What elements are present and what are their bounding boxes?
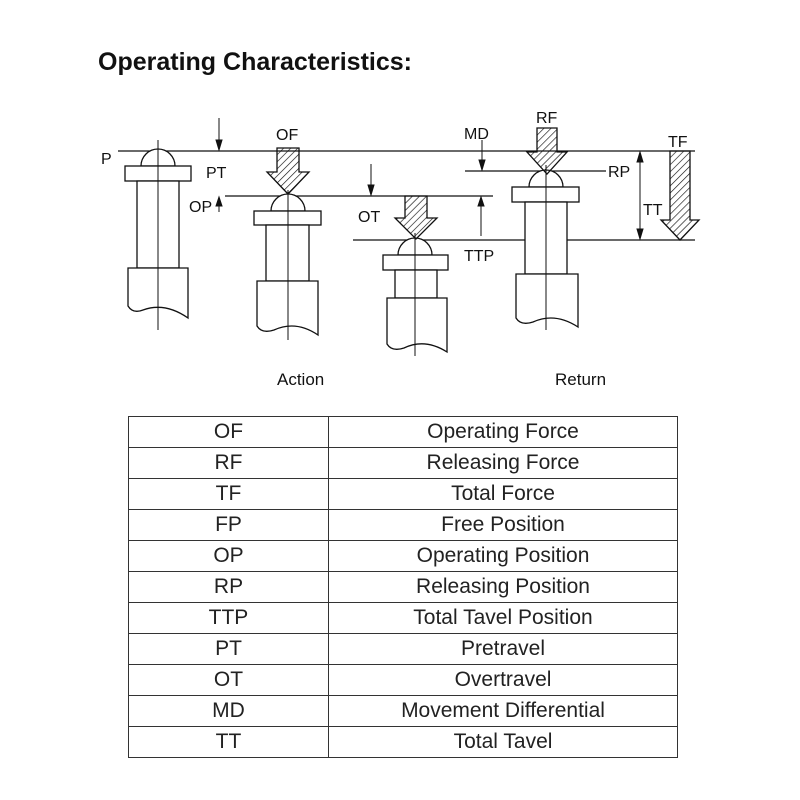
table-row (129, 541, 678, 572)
abbr-cell: TT (129, 727, 329, 758)
label-p: P (101, 151, 112, 168)
table-row (129, 603, 678, 634)
caption-return: Return (555, 370, 607, 389)
table-row (129, 696, 678, 727)
abbr-cell: OF (129, 417, 329, 448)
table-row (129, 448, 678, 479)
plunger-operating-position (254, 190, 321, 340)
label-of: OF (276, 127, 299, 144)
abbr-cell: RP (129, 572, 329, 603)
label-rf: RF (536, 110, 558, 127)
abbr-cell: OT (129, 665, 329, 696)
meaning-cell: Releasing Position (329, 572, 678, 603)
label-tt: TT (643, 202, 663, 219)
table-row (129, 417, 678, 448)
label-ot: OT (358, 209, 381, 226)
abbr-cell: TF (129, 479, 329, 510)
plunger-releasing-position (512, 165, 579, 330)
label-tf: TF (668, 134, 688, 151)
table-row (129, 510, 678, 541)
meaning-cell: Pretravel (329, 634, 678, 665)
label-rp: RP (608, 164, 631, 181)
total-travel-force-arrow (395, 196, 437, 239)
table-row (129, 727, 678, 758)
meaning-cell: Total Force (329, 479, 678, 510)
meaning-cell: Operating Position (329, 541, 678, 572)
label-md: MD (464, 126, 489, 143)
meaning-cell: Releasing Force (329, 448, 678, 479)
abbreviation-table (128, 416, 678, 758)
meaning-cell: Overtravel (329, 665, 678, 696)
table-row (129, 634, 678, 665)
meaning-cell: Free Position (329, 510, 678, 541)
abbr-cell: MD (129, 696, 329, 727)
table-row (129, 665, 678, 696)
table-row (129, 479, 678, 510)
meaning-cell: Total Tavel (329, 727, 678, 758)
plunger-free-position (125, 140, 191, 330)
meaning-cell: Operating Force (329, 417, 678, 448)
operating-force-arrow (267, 148, 309, 194)
label-pt: PT (206, 165, 227, 182)
page-title: Operating Characteristics: (98, 48, 412, 76)
caption-action: Action (277, 370, 325, 389)
label-ttp: TTP (464, 248, 495, 265)
abbr-cell: PT (129, 634, 329, 665)
meaning-cell: Movement Differential (329, 696, 678, 727)
abbr-cell: RF (129, 448, 329, 479)
plunger-total-travel-position (383, 233, 448, 356)
total-force-arrow (661, 151, 699, 240)
label-op: OP (189, 199, 213, 216)
abbr-cell: FP (129, 510, 329, 541)
abbr-cell: TTP (129, 603, 329, 634)
abbr-cell: OP (129, 541, 329, 572)
table-row (129, 572, 678, 603)
meaning-cell: Total Tavel Position (329, 603, 678, 634)
